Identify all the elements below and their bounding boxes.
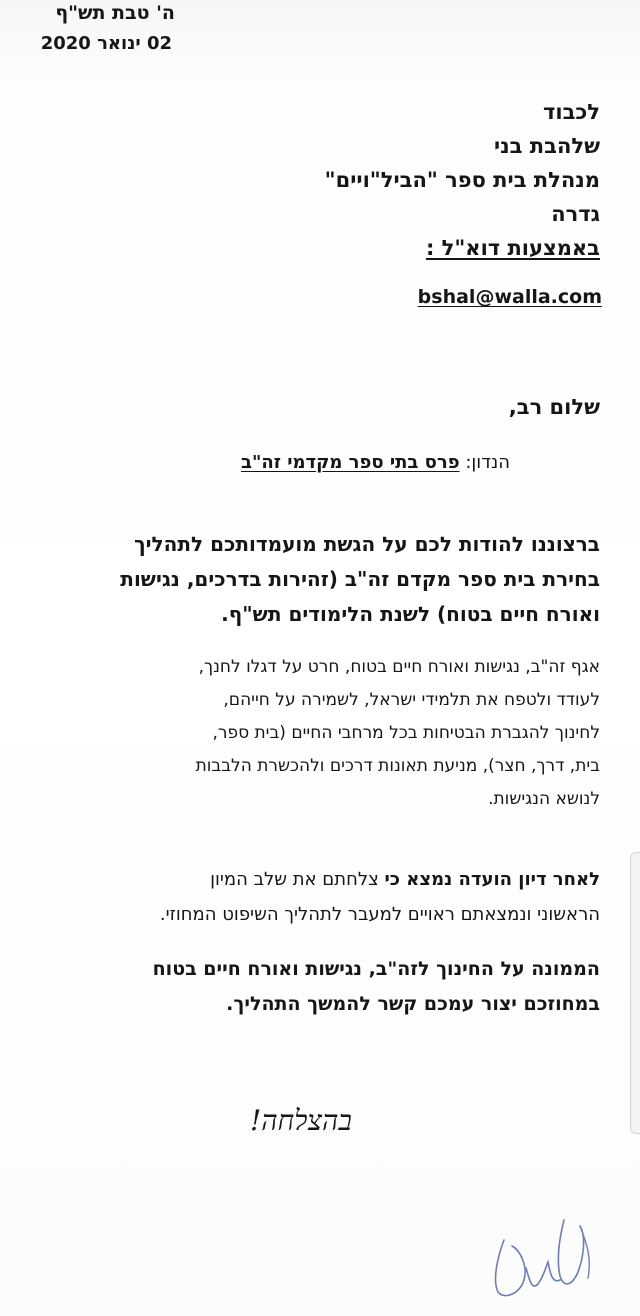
addressee-via: באמצעות דוא"ל : [425, 236, 600, 260]
closing: בהצלחה! [250, 1104, 352, 1137]
subject-topic: פרס בתי ספר מקדמי זה"ב [241, 452, 460, 473]
paragraph-line: אגף זה"ב, נגישות ואורח חיים בטוח, חרט על דגלו לחנך, [198, 657, 600, 677]
addressee-city: גדרה [551, 202, 600, 226]
addressee-to: לכבוד [543, 100, 600, 124]
paragraph-line: במחוזכם יצור עמכם קשר להמשך התהליך. [226, 993, 600, 1015]
paragraph-line: הראשוני ונמצאתם ראויים למעבר לתהליך השיפוט המחוזי. [159, 904, 600, 925]
result-bold: לאחר דיון הועדה נמצא כי [384, 869, 600, 890]
addressee-email[interactable]: bshal@walla.com [417, 286, 602, 308]
paragraph-line: בחירת בית ספר מקדם זה"ב (זהירות בדרכים, נגישות [120, 567, 600, 591]
paragraph-line: לנושא הנגישות. [488, 789, 600, 809]
paragraph-line: לחינוך להגברת הבטיחות בכל מרחבי החיים (בית ספר, [212, 723, 600, 743]
paragraph-line: ברצוננו להודות לכם על הגשת מועמדותכם לתהליך [134, 532, 600, 556]
result-rest: צלחתם את שלב המיון [210, 869, 385, 890]
addressee-name: שלהבת בני [493, 134, 600, 158]
paragraph-line: הממונה על החינוך לזה"ב, נגישות ואורח חיים בטוח [152, 958, 600, 980]
subject-line [241, 452, 510, 473]
signature-image [468, 1196, 608, 1306]
hebrew-date: ה' טבת תש"ף [55, 2, 175, 24]
scrollbar[interactable] [630, 852, 640, 1134]
paragraph-line: לעודד ולטפח את תלמידי ישראל, לשמירה על חייהם, [223, 690, 600, 710]
paragraph-line [210, 869, 600, 890]
gregorian-date: 02 ינואר 2020 [40, 33, 172, 54]
paragraph-line: בית, דרך, חצר), מניעת תאונות דרכים ולהכשרת הלבבות [195, 756, 600, 776]
addressee-role: מנהלת בית ספר "הביל"ויים" [324, 168, 600, 192]
greeting: שלום רב, [508, 395, 600, 419]
paragraph-line: ואורח חיים בטוח) לשנת הלימודים תש"ף. [221, 602, 600, 626]
subject-label: הנדון: [465, 452, 510, 473]
